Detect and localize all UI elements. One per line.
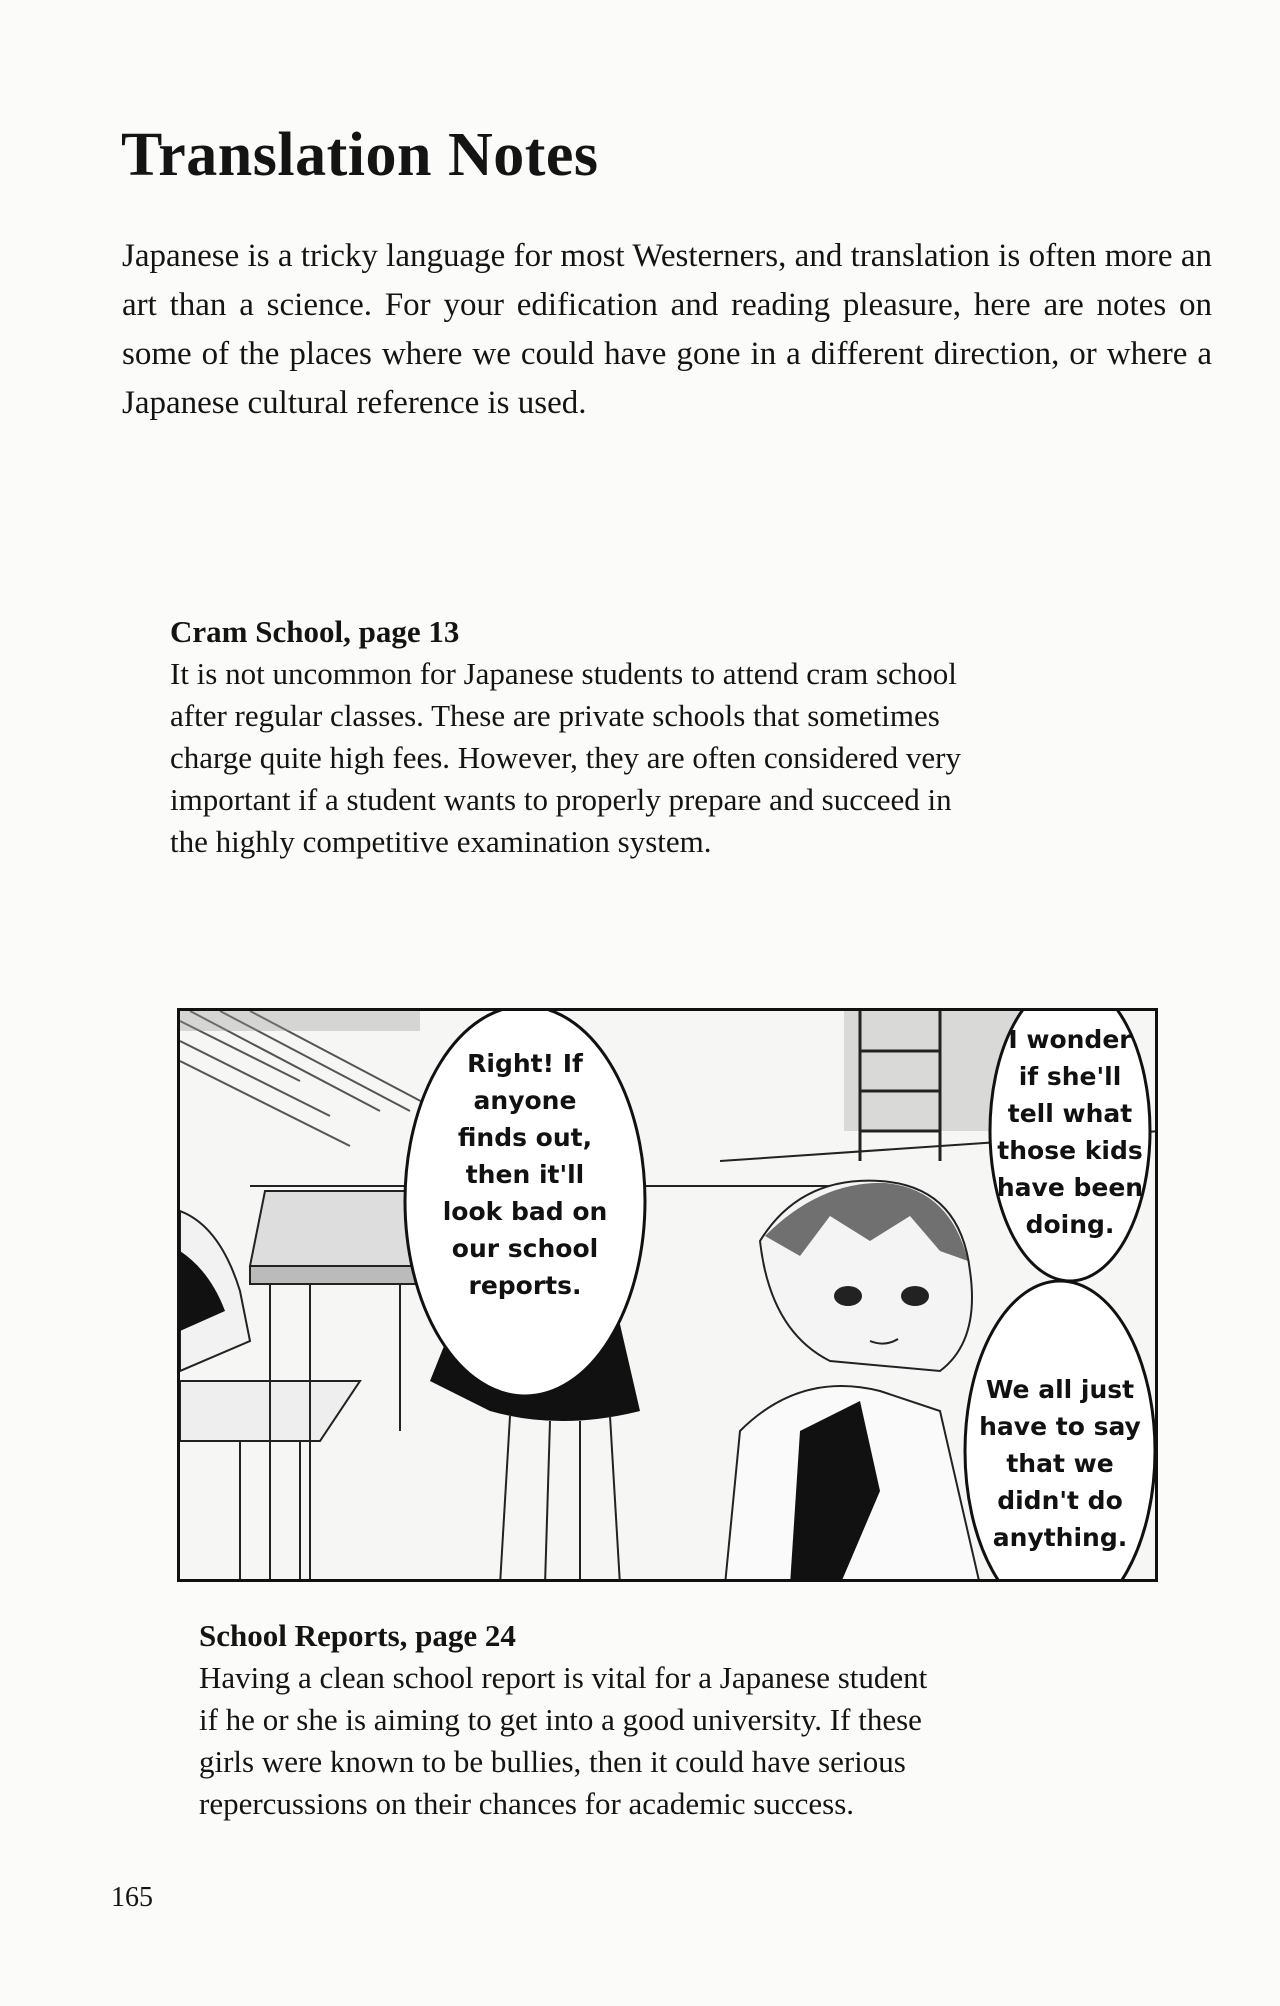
speech-bubble-text — [415, 1045, 635, 1304]
note-line: the highly competitive examination system. — [170, 824, 712, 859]
bubble-line: reports. — [468, 1271, 582, 1300]
speech-bubble-text — [970, 1371, 1150, 1556]
note-body — [170, 653, 1170, 863]
note-line: repercussions on their chances for academic success. — [199, 1786, 855, 1821]
note-body — [199, 1657, 1149, 1825]
page-number: 165 — [111, 1882, 153, 1913]
note-line: It is not uncommon for Japanese students to attend cram school — [170, 656, 957, 691]
note-line: after regular classes. These are private schools that sometimes — [170, 698, 940, 733]
bubble-line: anything. — [992, 1523, 1128, 1552]
bubble-line: I wonder — [1008, 1025, 1132, 1054]
note-line: if he or she is aiming to get into a good university. If these — [199, 1702, 922, 1737]
bubble-line: if she'll — [1018, 1062, 1122, 1091]
intro-paragraph: Japanese is a tricky language for most Westerners, and translation is often more an art than a science. For your edification and reading pleasure, here are notes on some of the places where we could have gone in a different direction, or where a Japanese cultural reference is used. — [122, 238, 1212, 421]
bubble-line: doing. — [1025, 1210, 1115, 1239]
note-line: Having a clean school report is vital for a Japanese student — [199, 1660, 928, 1695]
bubble-line: have been — [996, 1173, 1144, 1202]
bubble-line: those kids — [997, 1136, 1143, 1165]
bubble-line: anyone — [473, 1086, 577, 1115]
note-line: important if a student wants to properly prepare and succeed in — [170, 782, 952, 817]
note-line: charge quite high fees. However, they are often considered very — [170, 740, 961, 775]
bubble-line: tell what — [1007, 1099, 1133, 1128]
bubble-line: then it'll — [465, 1160, 585, 1189]
bubble-line: look bad on — [442, 1197, 608, 1226]
speech-bubble-text — [990, 1021, 1150, 1243]
bubble-line: our school — [451, 1234, 599, 1263]
bubble-line: finds out, — [457, 1123, 593, 1152]
manga-panel — [177, 1008, 1158, 1582]
bubble-line: have to say — [979, 1412, 1141, 1441]
bubble-line: that we — [1006, 1449, 1114, 1478]
page-title: Translation Notes — [121, 121, 599, 189]
bubble-line: didn't do — [997, 1486, 1123, 1515]
bubble-line: Right! If — [467, 1049, 583, 1078]
note-line: girls were known to be bullies, then it could have serious — [199, 1744, 906, 1779]
note-cram-school — [170, 611, 1170, 863]
bubble-line: We all just — [985, 1375, 1135, 1404]
note-heading: Cram School, page 13 — [170, 614, 460, 649]
note-school-reports — [199, 1615, 1149, 1825]
note-heading: School Reports, page 24 — [199, 1618, 516, 1653]
